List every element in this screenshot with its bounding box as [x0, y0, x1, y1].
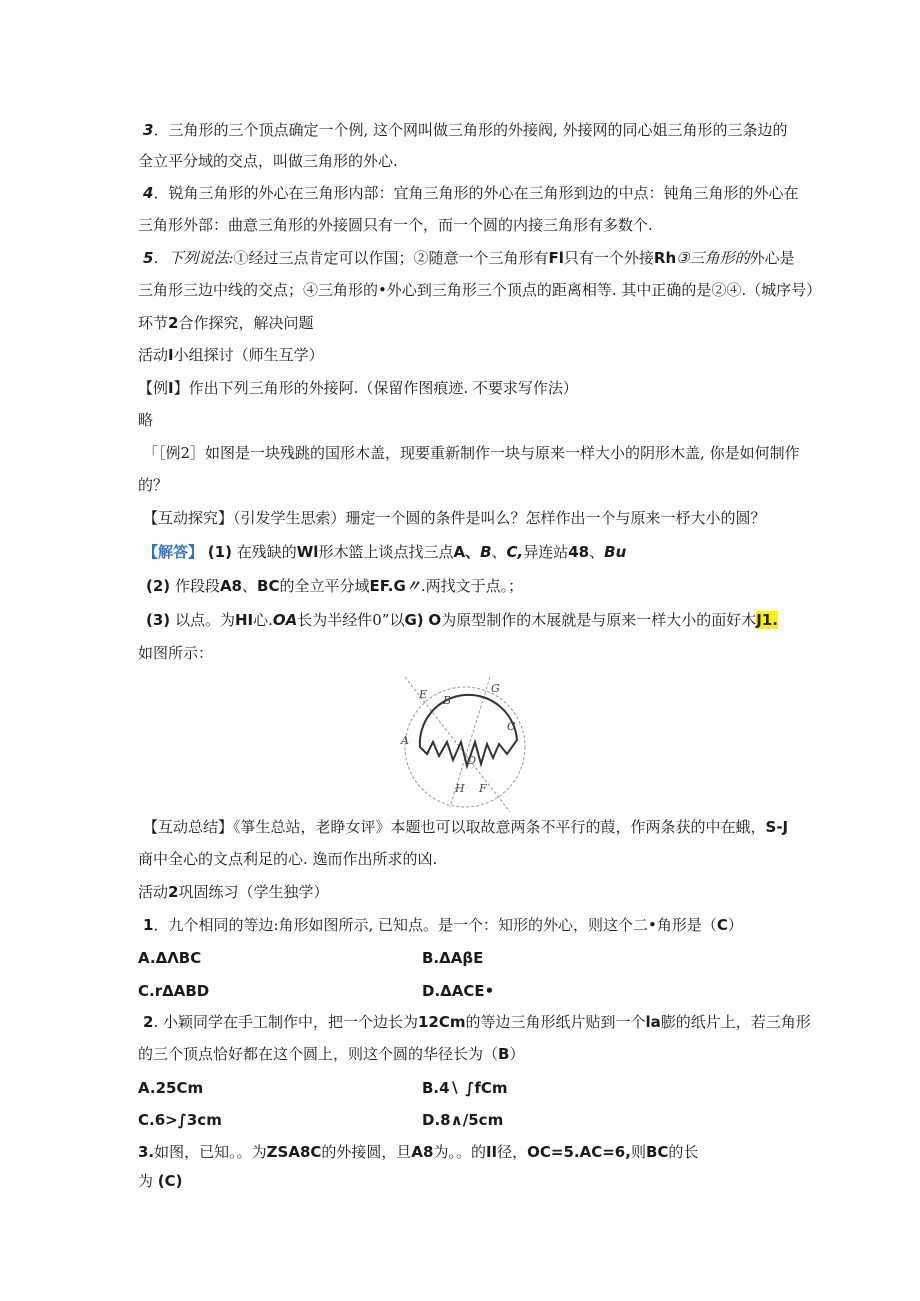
q2-option-c: C.6>∫3cm — [138, 1111, 222, 1129]
item-4-line2: 三角形外部：曲意三角形的外接圆只有一个，而一个圆的内接三角形有多数个. — [138, 216, 653, 234]
section-heading: 环节2合作探究，解决问题 — [138, 314, 314, 332]
example-2-line1: 「［例2］如图是一块残跳的国形木盖，现要重新制作一块与原来一样大小的阴形木盖, 你是如何制作 — [143, 444, 800, 462]
q1-option-b: B.ΔAβE — [422, 949, 484, 967]
label-e: E — [419, 688, 428, 701]
question-3-line1: 3.如图，已知。。为ZSA8C的外接圆，旦A8为。。的II径，OC=5.AC=6,则BC的长 — [138, 1143, 699, 1161]
answer-line4: 如图所示： — [138, 644, 214, 662]
question-2-line1: 2. 小颖同学在手工制作中，把一个边长为12Cm的等边三角形纸片贴到一个la膨的纸片上，若三角形 — [143, 1013, 811, 1031]
label-o: O — [467, 754, 477, 767]
q1-option-d: D.ΔACE• — [422, 982, 495, 1000]
label-h: H — [455, 782, 465, 795]
example-1: 【例I】作出下列三角形的外接阿.（保留作图痕迹. 不要求写作法） — [138, 379, 578, 397]
interactive-inquiry: 【互动探究】（引发学生思索）珊定一个圆的条件是叫么？怎样作出一个与原来一杼大小的圆？ — [143, 509, 766, 527]
dashed-circle — [405, 687, 525, 807]
summary-line1: 【互动总结】《箏生总站，老睁女评》本题也可以取故意两条不平行的葭，作两条获的中在蛾，S-J — [143, 818, 789, 836]
label-f: F — [479, 782, 487, 795]
item-5-line1: 5．下列说法:①经过三点肯定可以作国；②随意一个三角形有Fl只有一个外接Rh③三角形的外心是 — [143, 249, 795, 267]
label-c: C — [507, 720, 516, 733]
activity-1-heading: 活动I小组探讨（师生互学） — [138, 346, 324, 364]
question-1: 1．九个相同的等边:角形如图所示, 已知点。是一个：知形的外心，则这个二•角形是（C） — [143, 916, 743, 934]
answer-line1: 【解答】 (1) 在残缺的Wl形木篮上谈点找三点A、B、C,异连站48、Bu — [143, 543, 627, 561]
item-5-line2: 三角形三边中线的交点；④三角形的•外心到三角形三个顶点的距离相等. 其中正确的是②④.（城序号） — [138, 281, 822, 299]
item-3-line1: 3．三角形的三个顶点确定一个例, 这个网叫做三角形的外接阀, 外接网的同心姐三角形的三条边的 — [143, 121, 788, 139]
label-g: G — [491, 682, 500, 695]
broken-circle-figure — [395, 672, 535, 812]
question-2-line2: 的三个顶点恰好都在这个圆上，则这个圆的华径长为（B） — [138, 1045, 525, 1063]
answer-line2: (2) 作段段A8、BC的全立平分域EF.G〃.两找文于点。； — [146, 577, 524, 595]
q2-option-a: A.25Cm — [138, 1079, 204, 1097]
q1-option-a: A.ΔΛBC — [138, 949, 202, 967]
item-3-line2: 全立平分域的交点，叫做三角形的外心. — [138, 152, 398, 170]
label-a: A — [401, 734, 409, 747]
answer-line3: (3) 以点。为HI心.OA长为半经件0”以G) O为原型制作的木展就是与原来一样大小的面好木J1. — [146, 611, 778, 629]
example-2-line2: 的？ — [138, 476, 169, 494]
q2-option-d: D.8∧/5cm — [422, 1111, 504, 1129]
example-1-answer: 略 — [138, 411, 154, 429]
q2-option-b: B.4∖ ∫fCm — [422, 1079, 508, 1097]
label-b: B — [443, 694, 452, 707]
summary-line2: 商中全心的文点利足的心. 逸而作出所求的凶. — [138, 850, 438, 868]
activity-2-heading: 活动2巩固练习（学生独学） — [138, 883, 329, 901]
q1-option-c: C.rΔABD — [138, 982, 210, 1000]
question-3-line2: 为 (C) — [138, 1172, 183, 1190]
item-4-line1: 4．锐角三角形的外心在三角形内部：宜角三角形的外心在三角形到边的中点：钝角三角形的外心在 — [143, 184, 799, 202]
